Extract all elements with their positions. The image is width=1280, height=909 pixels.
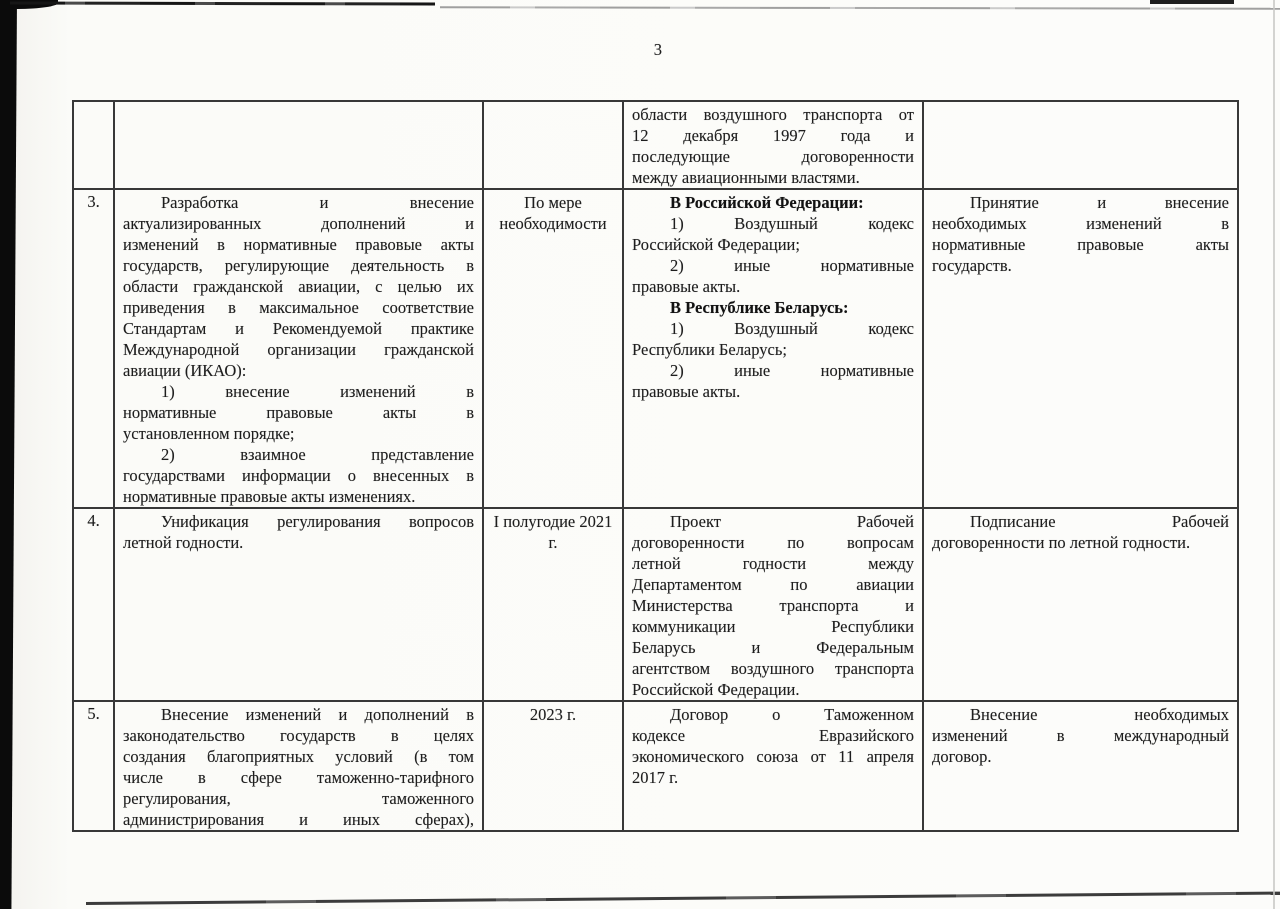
paragraph [123, 704, 474, 830]
cell-docs [623, 508, 923, 701]
text-line: государств, регулирующие деятельность в [123, 256, 474, 275]
cell-docs [623, 101, 923, 189]
cell-number [73, 101, 114, 189]
text-line: области гражданской авиации, с целью их [123, 277, 474, 296]
paragraph [932, 192, 1229, 276]
text-line: кодексе Евразийского [632, 726, 914, 745]
text-line: Международной организации гражданской [123, 340, 474, 359]
cell-result [923, 189, 1238, 508]
scan-artifact-top-line-left [10, 2, 435, 6]
cell-number: 4. [73, 508, 114, 701]
text-line: государств. [932, 256, 1012, 275]
text-line: нормативные правовые акты изменениях. [123, 487, 416, 506]
paragraph [123, 192, 474, 381]
text-line: установленном порядке; [123, 424, 295, 443]
text-line: летной годности. [123, 533, 244, 552]
text-line: актуализированных дополнений и [123, 214, 474, 233]
text-line: экономического союза от 11 апреля [632, 747, 914, 766]
text-line: Департаментом по авиации [632, 575, 914, 594]
text-line: изменений в международный [932, 726, 1229, 745]
text-line: 12 декабря 1997 года и [632, 126, 914, 145]
text-line: необходимых изменений в [932, 214, 1229, 233]
table-row-5 [73, 701, 1238, 831]
cell-term: I полугодие 2021 г. [483, 508, 623, 701]
text-line: числе в сфере таможенно-тарифного [123, 768, 474, 787]
cell-term: 2023 г. [483, 701, 623, 831]
text-line: Беларусь и Федеральным [632, 638, 914, 657]
cell-task [114, 508, 483, 701]
cell-term [483, 101, 623, 189]
cell-number: 3. [73, 189, 114, 508]
text-line: Стандартам и Рекомендуемой практике [123, 319, 474, 338]
paragraph [632, 297, 914, 318]
paragraph [632, 360, 914, 402]
paragraph [632, 192, 914, 213]
cell-task [114, 701, 483, 831]
text-line: создания благоприятных условий (в том [123, 747, 474, 766]
text-line: Республики Беларусь; [632, 340, 787, 359]
text-line: области воздушного транспорта от [632, 105, 914, 124]
text-line: между авиационными властями. [632, 168, 860, 187]
text-line: нормативные правовые акты в [123, 403, 474, 422]
text-line: Проект Рабочей [670, 512, 914, 531]
paragraph [123, 381, 474, 444]
action-plan-table [72, 100, 1239, 832]
text-line: Внесение изменений и дополнений в [161, 705, 474, 724]
paragraph [632, 704, 914, 788]
cell-task [114, 101, 483, 189]
text-line: регулирования, таможенного [123, 789, 474, 808]
text-line: Принятие и внесение [970, 193, 1229, 212]
paragraph [632, 318, 914, 360]
text-line: последующие договоренности [632, 147, 914, 166]
text-line: В Республике Беларусь: [670, 298, 849, 317]
text-line: договоренности по летной годности. [932, 533, 1191, 552]
cell-result [923, 508, 1238, 701]
text-line: Унификация регулирования вопросов [161, 512, 474, 531]
text-line: изменений в нормативные правовые акты [123, 235, 474, 254]
scan-artifact-top-line-right [440, 6, 1280, 9]
text-line: Российской Федерации. [632, 680, 800, 699]
text-line: договор. [932, 747, 992, 766]
paragraph [632, 255, 914, 297]
scan-artifact-top-right-segment [1150, 0, 1234, 4]
paragraph [932, 704, 1229, 767]
text-line: приведения в максимальное соответствие [123, 298, 474, 317]
paragraph [632, 213, 914, 255]
text-line: законодательство государств в целях [123, 726, 474, 745]
table-row-4 [73, 508, 1238, 701]
text-line: правовые акты. [632, 382, 741, 401]
text-line: Подписание Рабочей [970, 512, 1229, 531]
text-line: Российской Федерации; [632, 235, 800, 254]
text-line: нормативные правовые акты [932, 235, 1229, 254]
text-line: авиации (ИКАО): [123, 361, 247, 380]
text-line: 2) иные нормативные [670, 361, 914, 380]
text-line: 1) Воздушный кодекс [670, 319, 914, 338]
cell-docs [623, 701, 923, 831]
scan-artifact-bottom-line [86, 891, 1280, 904]
text-line: Министерства транспорта и [632, 596, 914, 615]
text-line: 2) иные нормативные [670, 256, 914, 275]
cell-task [114, 189, 483, 508]
cell-term: По мере необходимости [483, 189, 623, 508]
cell-result [923, 701, 1238, 831]
text-line: коммуникации Республики [632, 617, 914, 636]
text-line: В Российской Федерации: [670, 193, 864, 212]
text-line: администрирования и иных сферах), [123, 810, 474, 829]
cell-docs [623, 189, 923, 508]
text-line: 1) внесение изменений в [161, 382, 474, 401]
text-line: государствами информации о внесенных в [123, 466, 474, 485]
cell-result [923, 101, 1238, 189]
page-number: 3 [653, 40, 663, 59]
text-line: Разработка и внесение [161, 193, 474, 212]
text-line: правовые акты. [632, 277, 741, 296]
text-line: Внесение необходимых [970, 705, 1229, 724]
paragraph [632, 104, 914, 188]
text-line: летной годности между [632, 554, 914, 573]
table-row-continuation [73, 101, 1238, 189]
paragraph [632, 511, 914, 700]
scan-artifact-left-band [0, 0, 17, 909]
text-line: агентством воздушного транспорта [632, 659, 914, 678]
text-line: 2017 г. [632, 768, 679, 787]
text-line: Договор о Таможенном [670, 705, 914, 724]
text-line: договоренности по вопросам [632, 533, 914, 552]
paragraph [123, 511, 474, 553]
table-row-3 [73, 189, 1238, 508]
scan-artifact-right-edge [1273, 0, 1275, 909]
paragraph [932, 511, 1229, 553]
paragraph [123, 444, 474, 507]
cell-number: 5. [73, 701, 114, 831]
text-line: 2) взаимное представление [161, 445, 474, 464]
text-line: 1) Воздушный кодекс [670, 214, 914, 233]
